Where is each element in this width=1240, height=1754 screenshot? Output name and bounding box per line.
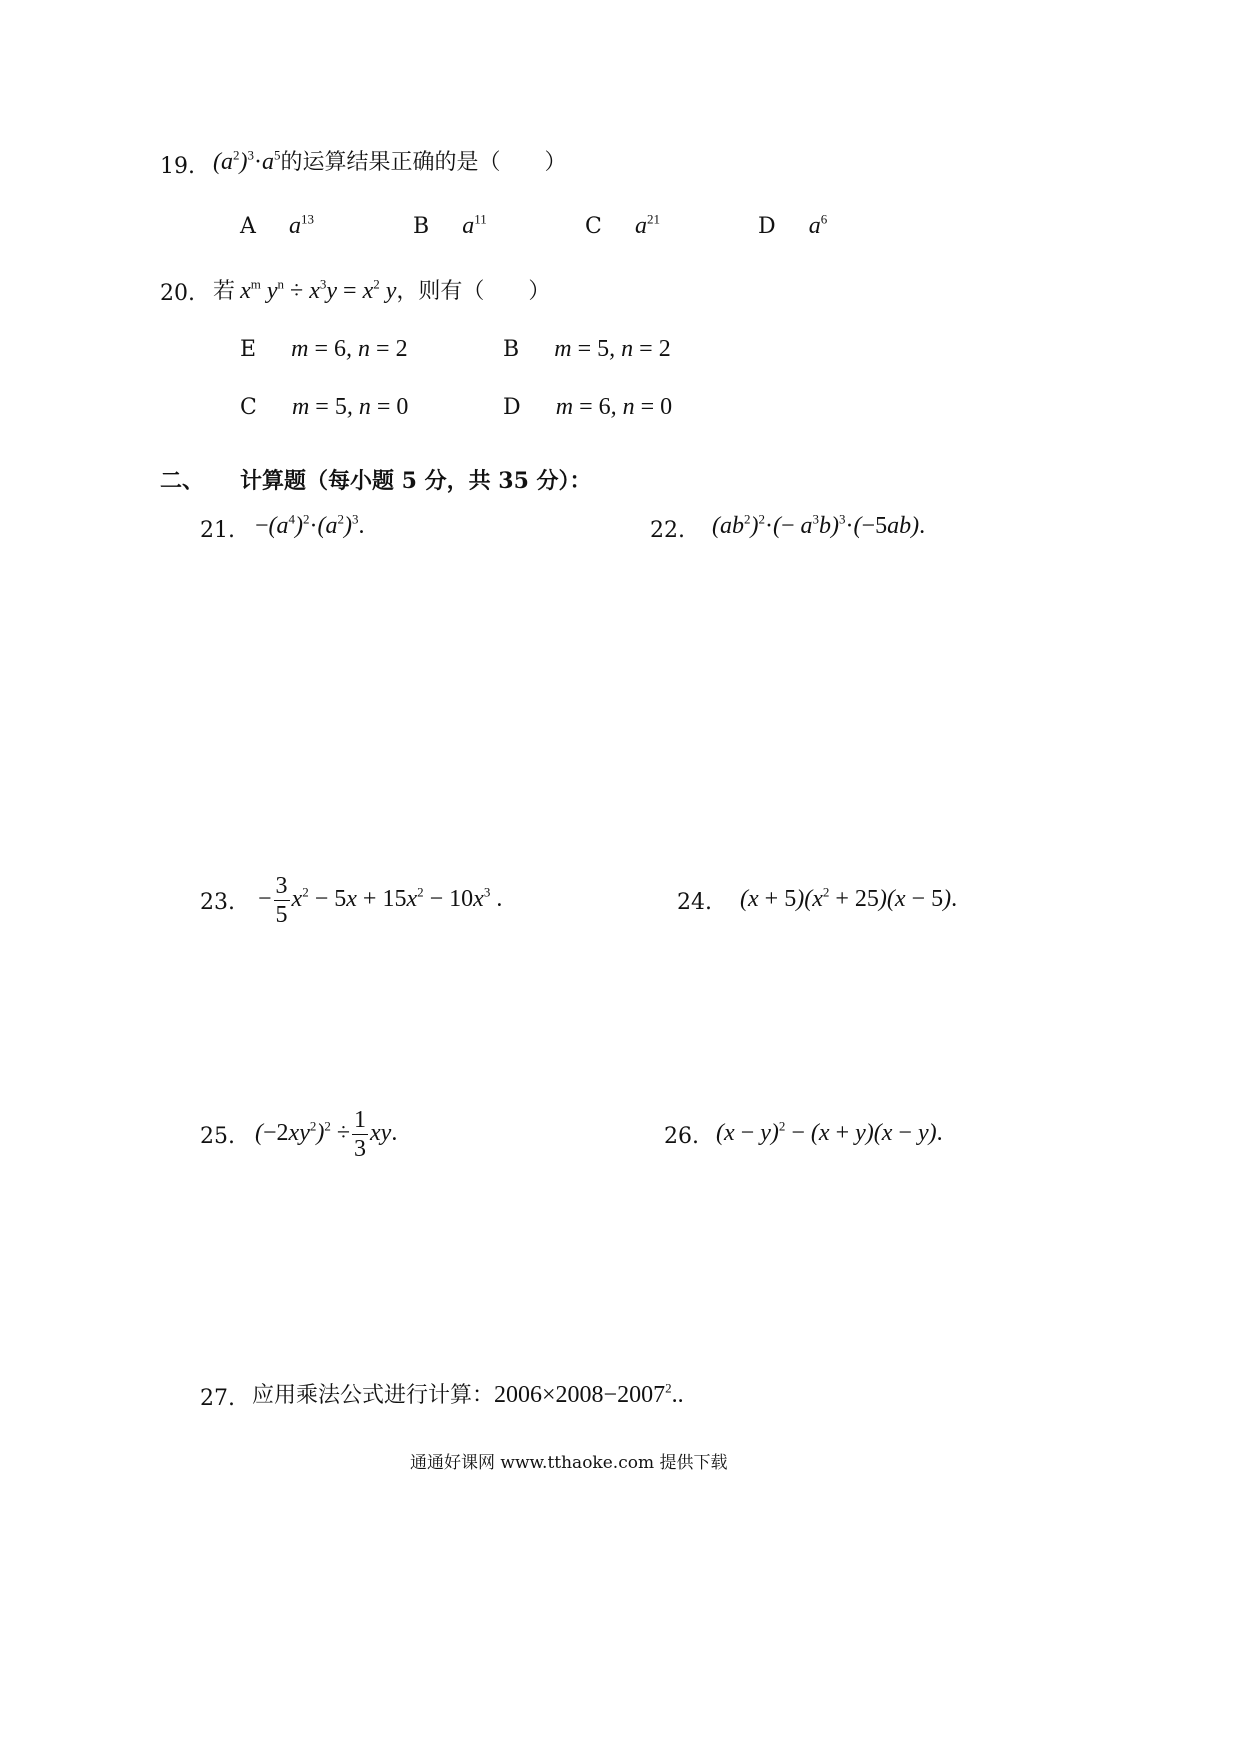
problem-27-number: 27. xyxy=(200,1386,235,1411)
problem-27-stem xyxy=(252,1380,684,1408)
page-footer: 通通好课网 www.tthaoke.com 提供下载 xyxy=(410,1453,728,1473)
q20-option-b xyxy=(503,337,671,361)
q19-option-label: D xyxy=(758,214,776,239)
q20-stem-prefix: 若 xyxy=(213,279,236,304)
problem-25-expression: $(-2xy^2)^2$ ÷ $\frac{1}{3}$ xy. xyxy=(255,1107,398,1162)
q19-number: 19. xyxy=(160,154,195,179)
q20-stem-text: ，则有（ ） xyxy=(396,279,551,304)
section-number: 二、 xyxy=(160,468,205,494)
problem-24-expression: $(x + 5)(x^2 + 25)(x - 5)$. xyxy=(740,884,958,912)
q20-option-value: m = 5, n = 2 xyxy=(554,336,671,362)
problem-27-expression: $2006\times 2008-2007^2$.. xyxy=(494,1380,684,1408)
problem-27-text: 应用乘法公式进行计算： xyxy=(252,1383,495,1408)
q19-stem xyxy=(213,147,567,175)
q20-option-d xyxy=(503,395,672,419)
q19-option-label: A xyxy=(240,214,256,239)
q19-option-label: C xyxy=(585,214,602,239)
q20-option-label: D xyxy=(503,395,521,420)
problem-21-number: 21. xyxy=(200,518,235,543)
problem-26-expression: $(x - y)^2 - (x + y)(x - y)$. xyxy=(716,1118,943,1146)
q19-option-value: $a^6$ xyxy=(808,211,828,239)
q19-option-value: $a^{11}$ xyxy=(462,211,487,239)
problem-26-number: 26. xyxy=(664,1124,699,1149)
q20-expression: $x^m$ $y^n \div x^3y = x^2$ y xyxy=(240,276,397,304)
q20-option-label: E xyxy=(240,337,257,362)
section-title: 计算题（每小题 5 分，共 35 分）： xyxy=(240,468,592,494)
q19-option-a xyxy=(240,211,314,239)
q20-option-value: m = 5, n = 0 xyxy=(291,394,409,420)
q20-number: 20. xyxy=(160,281,195,306)
q19-option-d xyxy=(758,211,828,239)
problem-23-expression: − $\frac{3}{5}$ $x^2 - 5x + 15x^2 - 10x^3$ . xyxy=(258,873,503,928)
problem-23-number: 23. xyxy=(200,890,235,915)
q19-option-b xyxy=(413,211,487,239)
q20-option-label: C xyxy=(240,395,257,420)
q19-option-value: $a^{21}$ xyxy=(634,211,660,239)
q20-option-value: m = 6, n = 2 xyxy=(291,336,408,362)
q20-option-e xyxy=(240,337,408,361)
q20-stem xyxy=(213,276,551,304)
q19-expression: $(a^2)^3\cdot a^5$ xyxy=(213,147,281,175)
problem-21-expression: $-(a^4)^2\cdot(a^2)^3$. xyxy=(255,511,365,539)
fraction: $\frac{3}{5}$ xyxy=(275,873,288,928)
q19-option-label: B xyxy=(413,214,430,239)
q20-option-c xyxy=(240,395,408,419)
q19-stem-text: 的运算结果正确的是（ ） xyxy=(280,150,567,175)
problem-25-number: 25. xyxy=(200,1124,235,1149)
q19-option-value: $a^{13}$ xyxy=(288,211,314,239)
q19-option-c xyxy=(585,211,660,239)
problem-22-number: 22. xyxy=(650,518,685,543)
problem-22-expression: $(ab^2)^2\cdot(- a^3b)^3\cdot(-5ab)$. xyxy=(712,511,926,539)
q20-option-label: B xyxy=(503,337,520,362)
problem-24-number: 24. xyxy=(677,890,712,915)
q20-option-value: m = 6, n = 0 xyxy=(555,394,673,420)
fraction: $\frac{1}{3}$ xyxy=(354,1107,367,1162)
